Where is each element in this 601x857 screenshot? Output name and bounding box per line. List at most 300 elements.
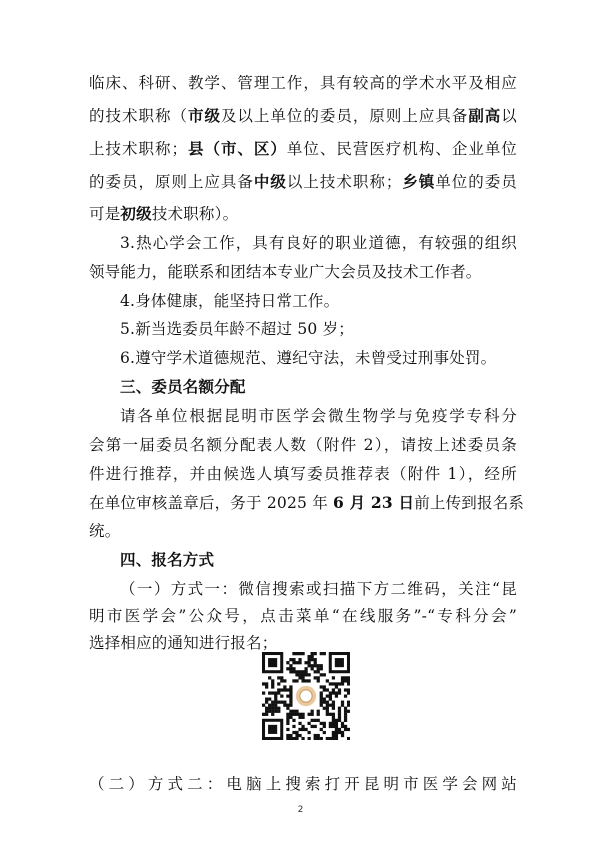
qr-module <box>274 691 277 694</box>
qr-module <box>265 698 268 701</box>
qr-module <box>332 722 335 725</box>
item3-line1: 3.热心学会工作，具有良好的职业道德，有较强的组织 <box>120 234 517 252</box>
qr-module <box>344 707 347 710</box>
qr-module <box>292 719 295 722</box>
qr-module <box>286 713 289 716</box>
qr-module <box>311 719 314 722</box>
qr-module <box>329 704 332 707</box>
qr-module <box>338 716 341 719</box>
qr-module <box>317 710 320 713</box>
qr-module <box>292 679 295 682</box>
qr-module <box>320 704 323 707</box>
qr-module <box>323 652 326 655</box>
qr-module <box>271 713 274 716</box>
qr-module <box>268 707 271 710</box>
qr-module <box>298 722 301 725</box>
section4-heading: 四、报名方式 <box>120 551 215 569</box>
qr-module <box>320 698 323 701</box>
qr-module <box>298 734 301 737</box>
qr-module <box>311 655 314 658</box>
qr-module <box>301 716 304 719</box>
qr-module <box>283 701 286 704</box>
qr-module <box>320 701 323 704</box>
qr-module <box>308 731 311 734</box>
section3-line4 <box>89 492 525 514</box>
qr-module <box>292 731 295 734</box>
qr-module <box>332 737 335 740</box>
qr-module <box>271 679 274 682</box>
qr-module <box>298 670 301 673</box>
qr-module <box>277 707 280 710</box>
qr-module <box>308 661 311 664</box>
bold-text: 市级 <box>187 106 221 125</box>
qr-module <box>335 725 338 728</box>
qr-module <box>308 679 311 682</box>
qr-module <box>298 673 301 676</box>
qr-module <box>265 701 268 704</box>
qr-module <box>335 685 338 688</box>
qr-module <box>289 734 292 737</box>
qr-module <box>295 713 298 716</box>
qr-module <box>308 664 311 667</box>
qr-module <box>344 694 347 697</box>
qr-module <box>286 694 289 697</box>
section3-line3: 件进行推荐，并由候选人填写委员推荐表（附件 1），经所 <box>89 465 517 483</box>
qr-module <box>329 725 332 728</box>
qr-module <box>301 673 304 676</box>
qr-module <box>338 682 341 685</box>
bold-text: 中级 <box>253 172 287 191</box>
qr-module <box>262 713 265 716</box>
qr-module <box>335 737 338 740</box>
qr-module <box>329 694 332 697</box>
method2-line1: （二）方式二：电脑上搜索打开昆明市医学会网站 <box>89 775 517 793</box>
qr-module <box>289 737 292 740</box>
qr-module <box>332 707 335 710</box>
qr-module <box>314 719 317 722</box>
qr-module <box>298 652 301 655</box>
qr-module <box>304 670 307 673</box>
qr-module <box>314 661 317 664</box>
qr-module <box>298 716 301 719</box>
qr-module <box>289 713 292 716</box>
qr-module <box>344 725 347 728</box>
paragraph1-line1: 临床、科研、教学、管理工作，具有较高的学术水平及相应 <box>89 74 517 92</box>
qr-module <box>344 719 347 722</box>
qr-module <box>301 670 304 673</box>
qr-module <box>341 701 344 704</box>
paragraph1-line2 <box>89 105 517 127</box>
qr-module <box>341 734 344 737</box>
qr-module <box>271 682 274 685</box>
qr-module <box>320 694 323 697</box>
qr-module <box>280 688 283 691</box>
qr-module <box>304 661 307 664</box>
qr-module <box>286 707 289 710</box>
qr-module <box>277 710 280 713</box>
text-run: 的委员，原则上应具备 <box>89 173 254 191</box>
qr-module <box>283 704 286 707</box>
qr-module <box>280 701 283 704</box>
qr-module <box>298 713 301 716</box>
qr-module <box>292 670 295 673</box>
text-run: 单位的委员 <box>435 173 517 191</box>
qr-module <box>277 701 280 704</box>
item3-line2: 领导能力，能联系和团结本专业广大会员及技术工作者。 <box>89 263 482 281</box>
qr-module <box>317 676 320 679</box>
qr-module <box>289 710 292 713</box>
qr-module <box>265 713 268 716</box>
qr-module <box>274 694 277 697</box>
qr-module <box>347 704 350 707</box>
qr-module <box>338 710 341 713</box>
qr-module <box>323 673 326 676</box>
qr-module <box>335 728 338 731</box>
paragraph1-line5 <box>89 203 517 225</box>
qr-module <box>323 722 326 725</box>
qr-module <box>338 728 341 731</box>
qr-module <box>320 728 323 731</box>
qr-module <box>335 731 338 734</box>
qr-finder-inner <box>268 725 277 734</box>
qr-module <box>289 664 292 667</box>
bold-text: 副高 <box>468 106 502 125</box>
qr-module <box>280 676 283 679</box>
page-number: 2 <box>297 805 304 815</box>
qr-module <box>286 719 289 722</box>
qr-module <box>289 685 292 688</box>
qr-module <box>308 655 311 658</box>
qr-module <box>268 676 271 679</box>
qr-module <box>335 694 338 697</box>
qr-module <box>320 664 323 667</box>
qr-module <box>320 673 323 676</box>
bold-text: 乡镇 <box>401 172 436 191</box>
qr-module <box>262 704 265 707</box>
qr-module <box>329 682 332 685</box>
text-run: 的技术职称（ <box>89 107 188 125</box>
qr-module <box>326 688 329 691</box>
qr-module <box>317 713 320 716</box>
qr-module <box>295 679 298 682</box>
qr-module <box>298 661 301 664</box>
qr-module <box>308 713 311 716</box>
qr-module <box>295 731 298 734</box>
qr-module <box>317 670 320 673</box>
section3-line5: 统。 <box>89 522 121 540</box>
bold-date: 6 月 23 日 <box>333 493 415 512</box>
qr-module <box>314 737 317 740</box>
qr-module <box>329 691 332 694</box>
qr-module <box>283 688 286 691</box>
qr-module <box>295 673 298 676</box>
qr-module <box>347 676 350 679</box>
qr-module <box>308 737 311 740</box>
qr-module <box>335 719 338 722</box>
qr-module <box>341 704 344 707</box>
qr-module <box>314 664 317 667</box>
qr-module <box>283 679 286 682</box>
qr-module <box>338 707 341 710</box>
qr-module <box>286 728 289 731</box>
qr-module <box>308 673 311 676</box>
qr-module <box>271 701 274 704</box>
section3-line2: 会第一届委员名额分配表人数（附件 2），请按上述委员条 <box>89 436 517 454</box>
qr-module <box>301 725 304 728</box>
qr-module <box>326 713 329 716</box>
qr-module <box>311 652 314 655</box>
qr-module <box>304 679 307 682</box>
qr-module <box>265 707 268 710</box>
qr-module <box>347 688 350 691</box>
qr-module <box>295 670 298 673</box>
text-run: 可是 <box>89 205 121 223</box>
qr-module <box>332 691 335 694</box>
qr-module <box>286 722 289 725</box>
qr-module <box>298 658 301 661</box>
qr-module <box>271 704 274 707</box>
qr-module <box>289 698 292 701</box>
qr-module <box>298 728 301 731</box>
qr-module <box>326 701 329 704</box>
qr-module <box>274 698 277 701</box>
qr-module <box>332 716 335 719</box>
qr-module <box>311 725 314 728</box>
qr-module <box>289 704 292 707</box>
qr-module <box>314 725 317 728</box>
qr-module <box>295 652 298 655</box>
qr-module <box>311 667 314 670</box>
qr-module <box>335 722 338 725</box>
qr-module <box>314 676 317 679</box>
qr-module <box>286 737 289 740</box>
qr-module <box>308 658 311 661</box>
qr-module <box>347 737 350 740</box>
qr-module <box>304 667 307 670</box>
qr-module <box>292 658 295 661</box>
qr-module <box>341 679 344 682</box>
qr-logo-inner <box>300 690 312 702</box>
qr-module <box>271 710 274 713</box>
qr-module <box>332 713 335 716</box>
qr-module <box>265 682 268 685</box>
qr-code-image <box>262 652 350 740</box>
qr-module <box>323 698 326 701</box>
qr-module <box>286 661 289 664</box>
qr-module <box>341 731 344 734</box>
qr-module <box>320 722 323 725</box>
qr-module <box>320 691 323 694</box>
qr-module <box>301 713 304 716</box>
qr-module <box>292 667 295 670</box>
qr-module <box>347 691 350 694</box>
qr-module <box>326 694 329 697</box>
qr-module <box>301 676 304 679</box>
qr-module <box>268 691 271 694</box>
qr-module <box>295 710 298 713</box>
qr-module <box>295 661 298 664</box>
text-run: 技术职称）。 <box>151 205 239 223</box>
qr-module <box>332 725 335 728</box>
qr-module <box>277 676 280 679</box>
text-run: 及以上单位的委员，原则上应具备 <box>220 107 469 125</box>
item6: 6.遵守学术道德规范、遵纪守法，未曾受过刑事处罚。 <box>120 349 497 367</box>
qr-module <box>283 685 286 688</box>
qr-module <box>344 679 347 682</box>
qr-module <box>317 667 320 670</box>
qr-module <box>332 731 335 734</box>
qr-module <box>271 685 274 688</box>
qr-module <box>338 731 341 734</box>
qr-module <box>320 737 323 740</box>
qr-module <box>292 661 295 664</box>
qr-module <box>289 691 292 694</box>
qr-module <box>301 737 304 740</box>
qr-module <box>277 682 280 685</box>
qr-module <box>347 710 350 713</box>
qr-module <box>262 691 265 694</box>
qr-module <box>323 707 326 710</box>
qr-module <box>289 658 292 661</box>
qr-module <box>320 667 323 670</box>
qr-module <box>335 734 338 737</box>
qr-module <box>329 722 332 725</box>
qr-module <box>289 670 292 673</box>
qr-module <box>311 710 314 713</box>
qr-module <box>311 664 314 667</box>
qr-module <box>295 737 298 740</box>
qr-module <box>317 679 320 682</box>
qr-module <box>329 713 332 716</box>
qr-module <box>268 698 271 701</box>
qr-module <box>289 701 292 704</box>
qr-module <box>320 652 323 655</box>
qr-module <box>335 691 338 694</box>
item4: 4.身体健康，能坚持日常工作。 <box>120 292 340 310</box>
qr-module <box>265 710 268 713</box>
text-run: 以 <box>501 107 517 125</box>
qr-module <box>338 691 341 694</box>
qr-module <box>332 682 335 685</box>
item5: 5.新当选委员年龄不超过 50 岁； <box>120 320 354 338</box>
qr-module <box>292 725 295 728</box>
qr-module <box>317 719 320 722</box>
qr-module <box>314 652 317 655</box>
qr-module <box>292 737 295 740</box>
qr-module <box>341 725 344 728</box>
qr-module <box>329 737 332 740</box>
qr-module <box>344 688 347 691</box>
qr-module <box>326 737 329 740</box>
qr-module <box>332 701 335 704</box>
qr-finder-inner <box>335 658 344 667</box>
qr-module <box>338 713 341 716</box>
qr-module <box>323 688 326 691</box>
qr-module <box>317 664 320 667</box>
qr-module <box>317 734 320 737</box>
qr-module <box>326 710 329 713</box>
qr-module <box>320 685 323 688</box>
qr-module <box>268 710 271 713</box>
qr-module <box>271 691 274 694</box>
qr-module <box>311 658 314 661</box>
qr-module <box>329 698 332 701</box>
qr-module <box>271 707 274 710</box>
qr-module <box>326 704 329 707</box>
qr-module <box>308 722 311 725</box>
qr-module <box>286 716 289 719</box>
method1-line3: 选择相应的通知进行报名； <box>89 634 278 652</box>
qr-module <box>274 704 277 707</box>
qr-module <box>326 679 329 682</box>
qr-module <box>262 682 265 685</box>
section3-heading: 三、委员名额分配 <box>120 378 246 396</box>
qr-module <box>344 728 347 731</box>
text-run: 单位、民营医疗机构、企业单位 <box>286 140 518 158</box>
section3-line1: 请各单位根据昆明市医学会微生物学与免疫学专科分 <box>120 407 517 425</box>
method1-line2: 明市医学会”公众号，点击菜单“在线服务”-“专科分会” <box>89 607 517 625</box>
qr-module <box>332 704 335 707</box>
qr-module <box>292 713 295 716</box>
paragraph1-line3 <box>89 138 517 160</box>
qr-module <box>314 658 317 661</box>
qr-module <box>298 676 301 679</box>
qr-module <box>286 667 289 670</box>
qr-module <box>323 725 326 728</box>
qr-module <box>292 710 295 713</box>
qr-module <box>289 716 292 719</box>
qr-module <box>274 710 277 713</box>
qr-module <box>286 734 289 737</box>
qr-module <box>286 704 289 707</box>
qr-module <box>314 734 317 737</box>
qr-module <box>347 701 350 704</box>
qr-module <box>274 707 277 710</box>
qr-module <box>332 719 335 722</box>
qr-module <box>332 676 335 679</box>
qr-module <box>304 673 307 676</box>
qr-module <box>277 688 280 691</box>
qr-module <box>274 701 277 704</box>
qr-module <box>326 707 329 710</box>
qr-module <box>323 701 326 704</box>
qr-module <box>344 710 347 713</box>
qr-module <box>332 688 335 691</box>
qr-module <box>341 676 344 679</box>
qr-code-icon <box>262 652 350 740</box>
text-run: 前上传到报名系 <box>414 494 525 512</box>
text-run: 在单位审核盖章后，务于 2025 年 <box>89 494 334 512</box>
qr-module <box>344 676 347 679</box>
qr-module <box>289 688 292 691</box>
qr-module <box>347 679 350 682</box>
qr-module <box>289 694 292 697</box>
qr-module <box>286 688 289 691</box>
qr-module <box>347 682 350 685</box>
qr-module <box>347 728 350 731</box>
bold-text: 初级 <box>120 204 152 223</box>
qr-module <box>301 728 304 731</box>
qr-module <box>323 731 326 734</box>
text-run: 上技术职称； <box>89 140 188 158</box>
qr-module <box>341 682 344 685</box>
qr-module <box>314 670 317 673</box>
qr-module <box>268 704 271 707</box>
method1-line1-text: （一）方式一：微信搜索或扫描下方二维码，关注“昆 <box>120 580 517 598</box>
qr-module <box>289 667 292 670</box>
qr-module <box>338 688 341 691</box>
qr-module <box>295 734 298 737</box>
